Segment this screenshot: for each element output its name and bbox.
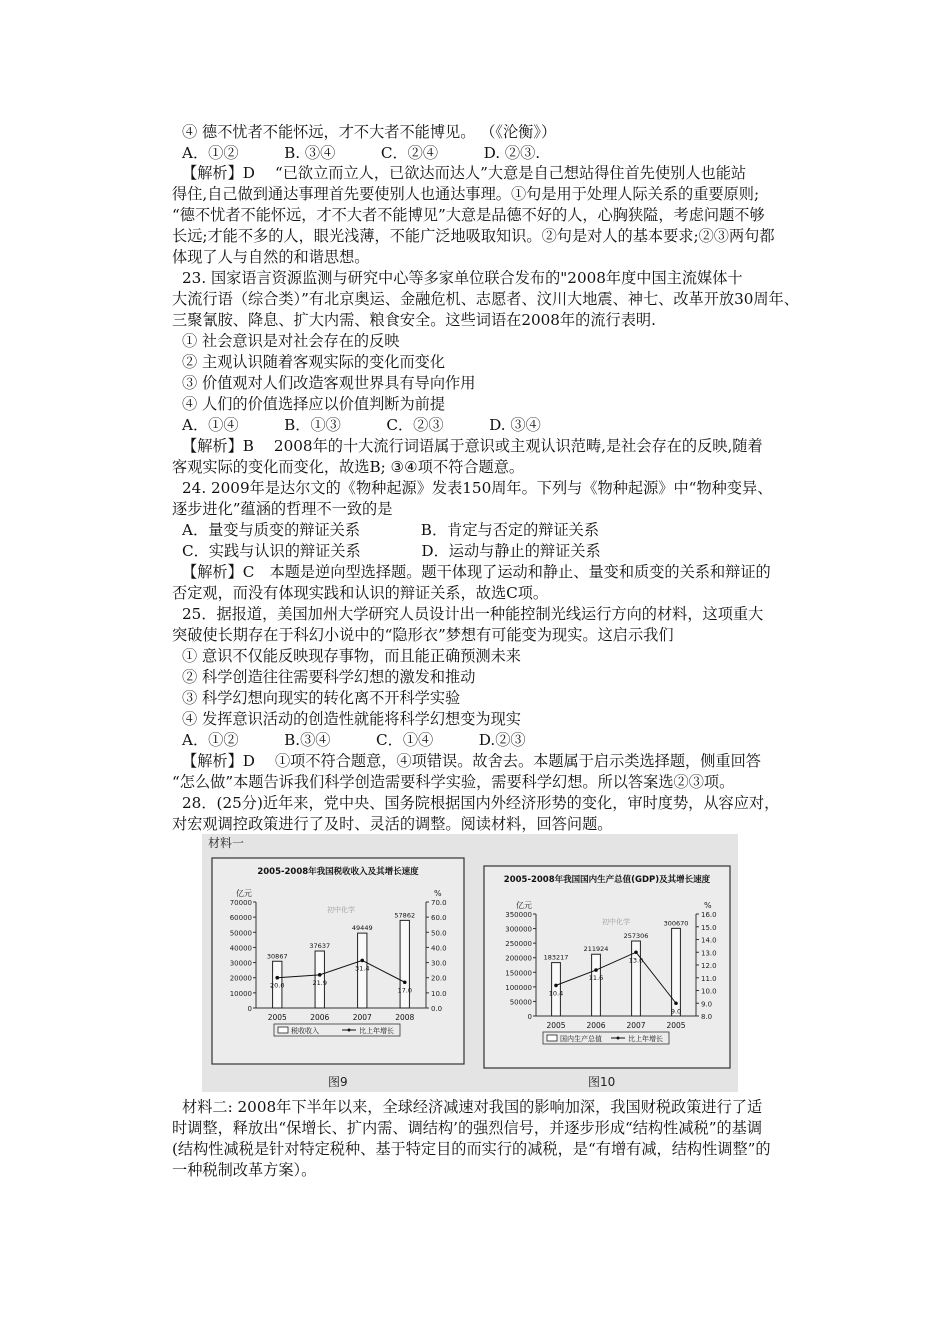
legend-bar-swatch [278, 1027, 288, 1033]
y2-tick-label: 70.0 [431, 899, 447, 907]
y2-tick-label: 0.0 [431, 1005, 443, 1013]
y-axis-label: 亿元 [516, 901, 532, 910]
growth-point [318, 973, 322, 977]
y2-tick-label: 8.0 [701, 1013, 713, 1021]
y-tick-label: 70000 [229, 899, 252, 907]
y-tick-label: 200000 [505, 954, 532, 963]
bar-value-label: 37637 [309, 942, 331, 951]
growth-point [360, 959, 364, 963]
y-tick-label: 300000 [505, 925, 532, 934]
material-one-figure [202, 834, 738, 1092]
analysis-line: 【解析】C 本题是逆向型选择题。题干体现了运动和静止、量变和质变的关系和辩证的 [182, 563, 771, 581]
material-two-line: 材料二: 2008年下半年以来，全球经济减速对我国的影响加深，我国财税政策进行了适 [182, 1098, 763, 1116]
x-tick-label: 2007 [626, 1021, 646, 1030]
watermark-text: 初中化学 [327, 906, 355, 914]
growth-label: 31.4 [355, 964, 370, 973]
text-line: ④ 德不忧者不能怀远，才不大者不能博见。 （《沦衡》） [182, 123, 557, 141]
y2-tick-label: 12.0 [701, 962, 717, 970]
x-tick-label: 2008 [395, 1013, 415, 1022]
answer-options: C．实践与认识的辩证关系 D．运动与静止的辩证关系 [182, 542, 601, 560]
y2-tick-label: 11.0 [701, 974, 717, 983]
chart-title: 2005-2008年我国税收收入及其增长速度 [257, 867, 419, 877]
answer-options: A．①④ B．①③ C．②③ D. ③④ [182, 416, 541, 434]
growth-label: 13.0 [628, 956, 644, 965]
y2-tick-label: 16.0 [701, 911, 717, 919]
x-tick-label: 2005 [666, 1021, 686, 1030]
text-line: 逐步进化”蕴涵的哲理不一致的是 [172, 500, 393, 518]
analysis-line: 【解析】D “已欲立而立人，已欲达而达人”大意是自己想站得住首先使别人也能站 [182, 164, 747, 182]
growth-point [275, 976, 279, 980]
y2-tick-label: 30.0 [431, 959, 447, 968]
y2-tick-label: 50.0 [431, 929, 447, 938]
growth-point [554, 984, 558, 988]
text-line: 否定观，而没有体现实践和认识的辩证关系，故选C项。 [172, 584, 549, 602]
answer-options: A．①② B. ③④ C．②④ D. ②③. [182, 144, 541, 162]
statement-item: ④ 发挥意识活动的创造性就能将科学幻想变为现实 [182, 710, 521, 728]
y-tick-label: 10000 [229, 989, 252, 998]
y-tick-label: 100000 [505, 983, 532, 992]
growth-label: 10.4 [548, 989, 564, 998]
legend-line-label: 比上年增长 [359, 1027, 394, 1035]
text-line: 客观实际的变化而变化，故选B; ③④项不符合题意。 [172, 458, 525, 476]
y2-tick-label: 14.0 [701, 936, 717, 945]
y2-tick-label: 60.0 [431, 914, 447, 923]
text-line: 大流行语（综合类）”有北京奥运、金融危机、志愿者、汶川大地震、神七、改革开放30周年、 [172, 290, 799, 308]
bar-value-label: 257306 [623, 932, 649, 941]
statement-item: ① 社会意识是对社会存在的反映 [182, 332, 400, 350]
chart-frame [484, 866, 730, 1068]
y-tick-label: 250000 [505, 940, 532, 949]
legend-bar-swatch [547, 1035, 557, 1041]
question-28: 28．(25分)近年来，党中央、国务院根据国内外经济形势的变化，审时度势，从容应对， [182, 794, 780, 812]
y2-tick-label: 40.0 [431, 944, 447, 953]
watermark-text: 初中化学 [602, 918, 630, 926]
legend-line-marker [348, 1029, 351, 1032]
y2-axis-label: % [704, 901, 712, 910]
bar [400, 920, 409, 1008]
answer-options: A．①② B.③④ C．①④ D.②③ [182, 731, 526, 749]
y-tick-label: 30000 [229, 959, 252, 968]
text-line: “怎么做”本题告诉我们科学创造需要科学实验，需要科学幻想。所以答案选②③项。 [172, 773, 735, 791]
question-23: 23. 国家语言资源监测与研究中心等多家单位联合发布的"2008年度中国主流媒体十 [182, 269, 743, 287]
y-tick-label: 350000 [505, 911, 532, 919]
text-line: (结构性减税是针对特定税种、基于特定目的而实行的减税，是“有增有减，结构性调整”的 [172, 1140, 771, 1158]
chart-title: 2005-2008年我国国内生产总值(GDP)及其增长速度 [503, 875, 711, 885]
y2-tick-label: 9.0 [701, 1000, 713, 1009]
question-25: 25．据报道，美国加州大学研究人员设计出一种能控制光线运行方向的材料，这项重大 [182, 605, 764, 623]
text-line: 一种税制改革方案）。 [172, 1161, 317, 1179]
text-line: 得住,自己做到通达事理首先要使别人也通达事理。①句是用于处理人际关系的重要原则; [172, 185, 760, 203]
statement-item: ② 科学创造往往需要科学幻想的激发和推动 [182, 668, 476, 686]
figure-9-label: 图9 [328, 1075, 348, 1089]
text-line: 体现了人与自然的和谐思想。 [172, 248, 370, 266]
statement-item: ① 意识不仅能反映现存事物，而且能正确预测未来 [182, 647, 521, 665]
gdp-chart [484, 866, 730, 1068]
y-tick-label: 60000 [229, 914, 252, 923]
y-axis-label: 亿元 [236, 889, 252, 898]
y2-axis-label: % [434, 889, 442, 898]
statement-item: ③ 科学幻想向现实的转化离不开科学实验 [182, 689, 461, 707]
bar-value-label: 183217 [543, 953, 569, 962]
growth-label: 20.0 [270, 981, 285, 990]
legend-line-label: 比上年增长 [628, 1035, 663, 1043]
y2-tick-label: 20.0 [431, 974, 447, 983]
y-tick-label: 0 [247, 1005, 252, 1013]
y2-tick-label: 10.0 [431, 989, 447, 998]
text-line: 三聚氰胺、降息、扩大内需、粮食安全。这些词语在2008年的流行表明. [172, 311, 656, 329]
x-tick-label: 2005 [267, 1013, 287, 1022]
text-line: 长远;才能不多的人，眼光浅薄，不能广泛地吸取知识。②句是对人的基本要求;②③两句都 [172, 227, 775, 245]
y2-tick-label: 15.0 [701, 923, 717, 932]
analysis-line: 【解析】B 2008年的十大流行词语属于意识或主观认识范畴,是社会存在的反映,随着 [182, 437, 763, 455]
analysis-line: 【解析】D ①项不符合题意，④项错误。故舍去。本题属于启示类选择题，侧重回答 [182, 752, 761, 770]
material-label: 材料一 [208, 836, 245, 850]
y-tick-label: 0 [527, 1013, 532, 1021]
answer-options: A．量变与质变的辩证关系 B．肯定与否定的辩证关系 [182, 521, 600, 539]
bar [592, 954, 601, 1016]
question-24: 24. 2009年是达尔文的《物种起源》发表150周年。下列与《物种起源》中“物种变异、 [182, 479, 773, 497]
y-tick-label: 20000 [229, 974, 252, 983]
x-tick-label: 2006 [310, 1013, 330, 1022]
x-tick-label: 2006 [586, 1021, 606, 1030]
bar-value-label: 30867 [266, 952, 288, 961]
text-line: “德不忧者不能怀远，才不大者不能博见”大意是品德不好的人，心胸狭隘，考虑问题不够 [172, 206, 765, 224]
bar-value-label: 49449 [351, 924, 373, 933]
y-tick-label: 40000 [229, 944, 252, 953]
tax-revenue-chart [212, 858, 464, 1064]
x-tick-label: 2005 [546, 1021, 566, 1030]
growth-label: 9.0 [670, 1007, 682, 1016]
x-tick-label: 2007 [352, 1013, 372, 1022]
text-line: 对宏观调控政策进行了及时、灵活的调整。阅读材料，回答问题。 [172, 815, 613, 833]
growth-point [403, 980, 407, 984]
figure-svg [202, 834, 738, 1092]
growth-label: 11.6 [588, 974, 604, 983]
legend-line-marker [617, 1037, 620, 1040]
statement-item: ② 主观认识随着客观实际的变化而变化 [182, 353, 446, 371]
bar-value-label: 211924 [583, 945, 609, 954]
y2-tick-label: 10.0 [701, 987, 717, 996]
bar-value-label: 300670 [663, 919, 689, 928]
figure-10-label: 图10 [588, 1075, 616, 1089]
legend-bar-label: 国内生产总值 [560, 1035, 602, 1043]
growth-point [674, 1001, 678, 1005]
statement-item: ④ 人们的价值选择应以价值判断为前提 [182, 395, 446, 413]
y-tick-label: 50000 [229, 929, 252, 938]
statement-item: ③ 价值观对人们改造客观世界具有导向作用 [182, 374, 476, 392]
legend-bar-label: 税收收入 [291, 1027, 319, 1035]
growth-label: 17.0 [397, 986, 412, 995]
growth-point [634, 950, 638, 954]
text-line: 时调整，释放出“保增长、扩内需、调结构’的强烈信号，并逐步形成“结构性减税”的基调 [172, 1119, 763, 1137]
y-tick-label: 50000 [509, 998, 532, 1007]
y-tick-label: 150000 [505, 969, 532, 978]
growth-point [594, 968, 598, 972]
bar-value-label: 57862 [394, 911, 416, 920]
growth-label: 21.9 [312, 978, 327, 987]
y2-tick-label: 13.0 [701, 949, 717, 958]
text-line: 突破使长期存在于科幻小说中的“隐形衣”梦想有可能变为现实。这启示我们 [172, 626, 674, 644]
